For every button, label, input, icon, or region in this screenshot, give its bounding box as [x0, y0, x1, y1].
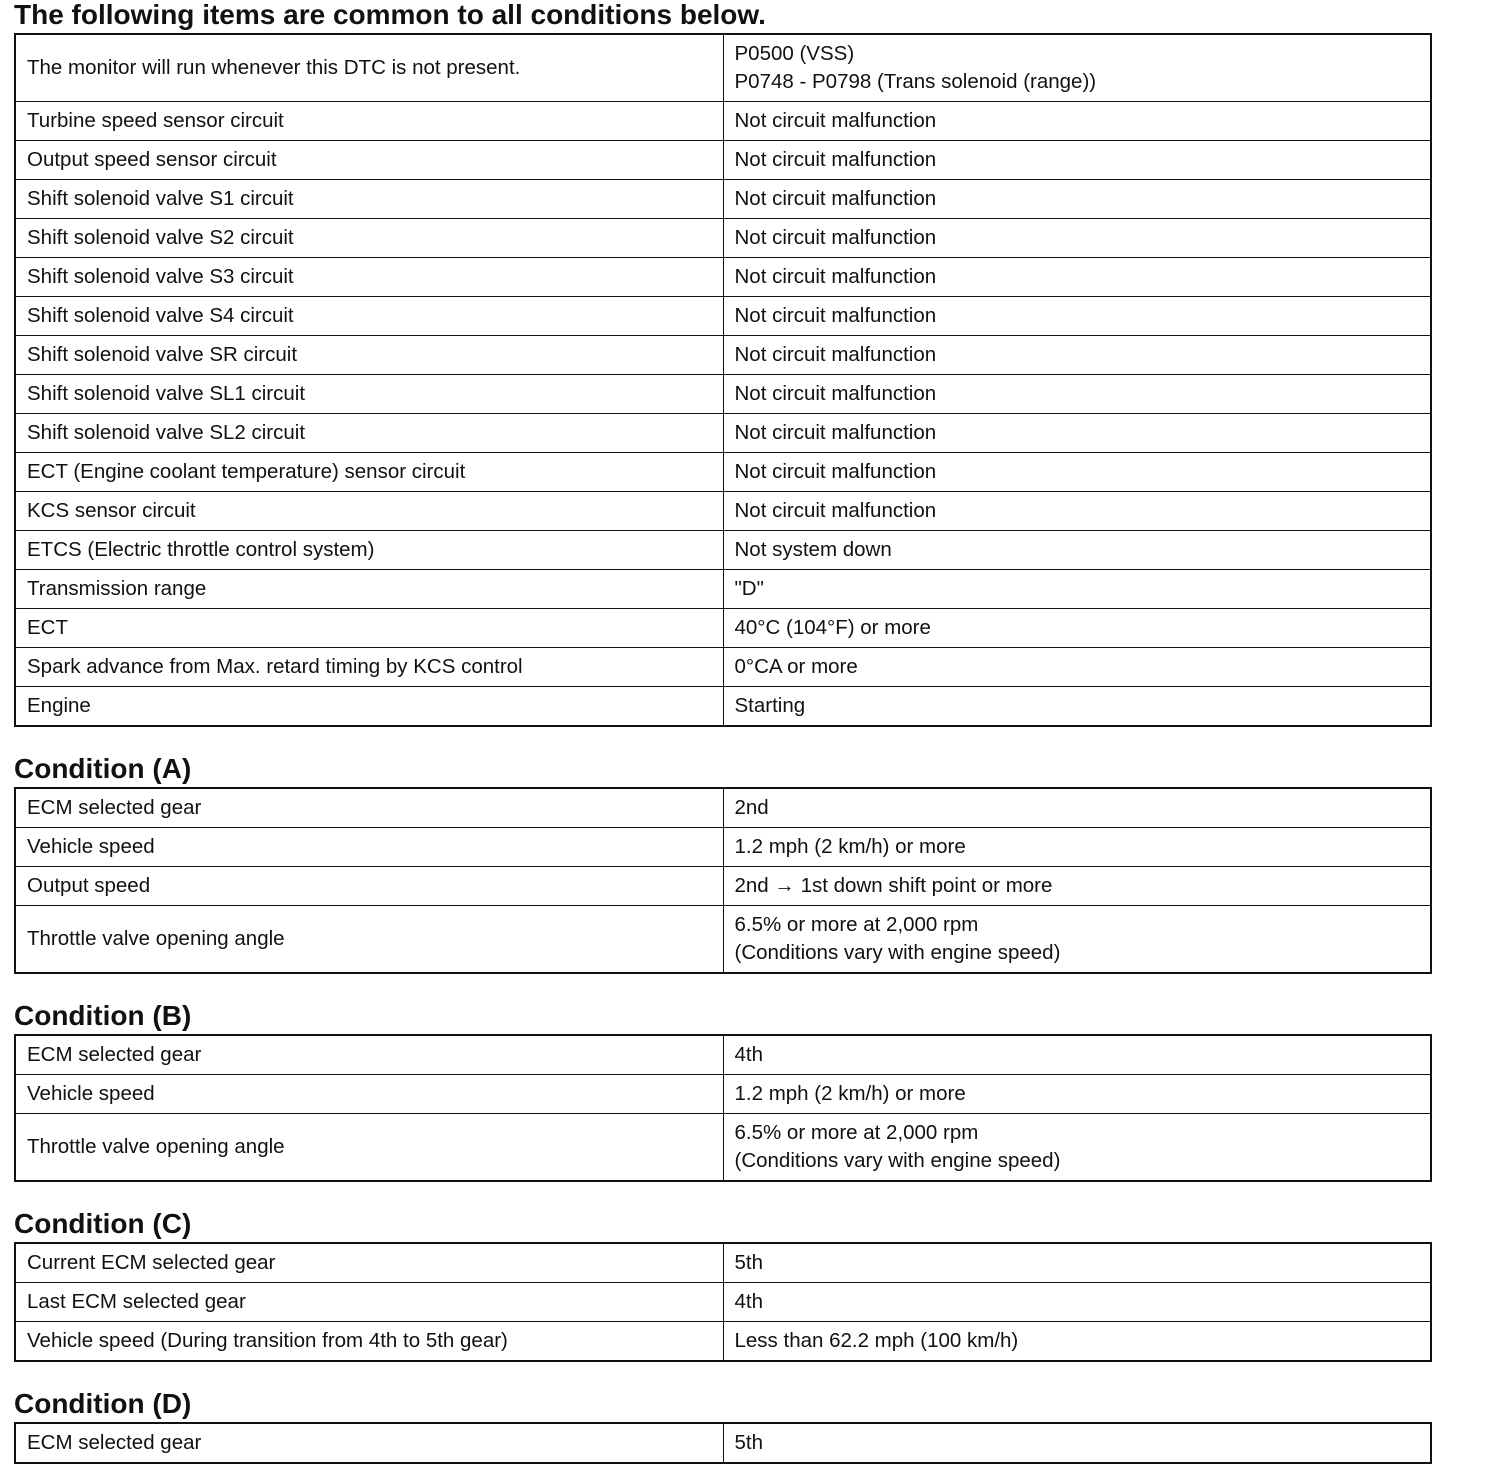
item-cell: Vehicle speed — [15, 1075, 723, 1114]
table-row — [15, 141, 1431, 180]
value-cell — [723, 297, 1431, 336]
table-row — [15, 906, 1431, 974]
value-line: Less than 62.2 mph (100 km/h) — [734, 1329, 1019, 1352]
value-cell — [723, 453, 1431, 492]
table-row — [15, 609, 1431, 648]
value-cell — [723, 609, 1431, 648]
value-line: 0°CA or more — [734, 655, 858, 678]
item-cell: Shift solenoid valve SL2 circuit — [15, 414, 723, 453]
value-line: "D" — [734, 577, 764, 600]
table-row — [15, 788, 1431, 828]
table-row — [15, 1283, 1431, 1322]
value-line: Not circuit malfunction — [734, 187, 937, 210]
table-row — [15, 1243, 1431, 1283]
value-line: Not circuit malfunction — [734, 499, 937, 522]
table-row — [15, 531, 1431, 570]
table-row — [15, 828, 1431, 867]
table-row — [15, 102, 1431, 141]
common-items-table — [14, 33, 1432, 727]
item-cell: Shift solenoid valve S2 circuit — [15, 219, 723, 258]
value-cell — [723, 102, 1431, 141]
item-cell: The monitor will run whenever this DTC is not present. — [15, 34, 723, 102]
value-line: 6.5% or more at 2,000 rpm — [734, 913, 979, 936]
table-row — [15, 492, 1431, 531]
item-cell: Vehicle speed — [15, 828, 723, 867]
item-cell: Last ECM selected gear — [15, 1283, 723, 1322]
item-cell: Current ECM selected gear — [15, 1243, 723, 1283]
item-cell: Transmission range — [15, 570, 723, 609]
value-line: Starting — [734, 694, 806, 717]
value-cell — [723, 492, 1431, 531]
item-cell: Output speed — [15, 867, 723, 906]
value-cell — [723, 788, 1431, 828]
value-cell — [723, 1283, 1431, 1322]
item-cell: Shift solenoid valve S1 circuit — [15, 180, 723, 219]
value-line: 2nd — [734, 796, 769, 819]
condition-table — [14, 1034, 1432, 1182]
table-row — [15, 1075, 1431, 1114]
value-line: 1.2 mph (2 km/h) or more — [734, 1082, 966, 1105]
value-line: 5th — [734, 1251, 763, 1274]
value-cell — [723, 828, 1431, 867]
condition-heading: Condition (D) — [14, 1388, 192, 1419]
item-cell: Shift solenoid valve S3 circuit — [15, 258, 723, 297]
item-cell: ECT (Engine coolant temperature) sensor circuit — [15, 453, 723, 492]
value-cell — [723, 1243, 1431, 1283]
condition-heading: Condition (C) — [14, 1208, 192, 1239]
table-row — [15, 570, 1431, 609]
value-cell — [723, 1035, 1431, 1075]
value-cell — [723, 375, 1431, 414]
value-line: Not system down — [734, 538, 892, 561]
table-row — [15, 180, 1431, 219]
value-cell — [723, 531, 1431, 570]
table-row — [15, 687, 1431, 727]
value-cell — [723, 180, 1431, 219]
item-cell: Spark advance from Max. retard timing by KCS control — [15, 648, 723, 687]
value-line: 40°C (104°F) or more — [734, 616, 931, 639]
value-cell — [723, 336, 1431, 375]
table-row — [15, 34, 1431, 102]
item-cell: Shift solenoid valve S4 circuit — [15, 297, 723, 336]
value-cell — [723, 258, 1431, 297]
value-cell — [723, 1423, 1431, 1463]
document — [14, 0, 1430, 1464]
value-cell — [723, 648, 1431, 687]
value-cell — [723, 219, 1431, 258]
value-line: Not circuit malfunction — [734, 265, 937, 288]
item-cell: Throttle valve opening angle — [15, 1114, 723, 1182]
value-cell — [723, 906, 1431, 974]
condition-table — [14, 1242, 1432, 1362]
item-cell: Engine — [15, 687, 723, 727]
value-line: Not circuit malfunction — [734, 109, 937, 132]
value-cell — [723, 1114, 1431, 1182]
value-cell — [723, 1075, 1431, 1114]
table-row — [15, 648, 1431, 687]
item-cell: Output speed sensor circuit — [15, 141, 723, 180]
table-row — [15, 375, 1431, 414]
item-cell: KCS sensor circuit — [15, 492, 723, 531]
value-line: (Conditions vary with engine speed) — [734, 941, 1061, 964]
item-cell: ECT — [15, 609, 723, 648]
table-row — [15, 219, 1431, 258]
item-cell: Vehicle speed (During transition from 4th to 5th gear) — [15, 1322, 723, 1362]
table-row — [15, 336, 1431, 375]
value-line: Not circuit malfunction — [734, 148, 937, 171]
item-cell: Shift solenoid valve SR circuit — [15, 336, 723, 375]
value-cell — [723, 414, 1431, 453]
condition-table — [14, 1422, 1432, 1464]
item-cell: ECM selected gear — [15, 1035, 723, 1075]
value-line: Not circuit malfunction — [734, 343, 937, 366]
table-row — [15, 414, 1431, 453]
table-row — [15, 1114, 1431, 1182]
item-cell: Turbine speed sensor circuit — [15, 102, 723, 141]
condition-heading: Condition (B) — [14, 1000, 192, 1031]
value-cell — [723, 34, 1431, 102]
value-cell — [723, 867, 1431, 906]
value-line: 6.5% or more at 2,000 rpm — [734, 1121, 979, 1144]
value-line: 2nd → 1st down shift point or more — [734, 874, 1053, 897]
value-cell — [723, 687, 1431, 727]
value-cell — [723, 1322, 1431, 1362]
value-cell — [723, 570, 1431, 609]
item-cell: Shift solenoid valve SL1 circuit — [15, 375, 723, 414]
table-row — [15, 453, 1431, 492]
value-line: P0500 (VSS) — [734, 42, 855, 65]
value-line: Not circuit malfunction — [734, 226, 937, 249]
common-items-heading: The following items are common to all conditions below. — [14, 0, 766, 30]
value-line: (Conditions vary with engine speed) — [734, 1149, 1061, 1172]
condition-heading: Condition (A) — [14, 753, 192, 784]
item-cell: ECM selected gear — [15, 1423, 723, 1463]
table-row — [15, 1423, 1431, 1463]
table-row — [15, 1322, 1431, 1362]
table-row — [15, 1035, 1431, 1075]
table-row — [15, 258, 1431, 297]
value-line: 4th — [734, 1043, 763, 1066]
value-line: Not circuit malfunction — [734, 304, 937, 327]
item-cell: ETCS (Electric throttle control system) — [15, 531, 723, 570]
value-line: 5th — [734, 1431, 763, 1454]
table-row — [15, 867, 1431, 906]
value-line: Not circuit malfunction — [734, 460, 937, 483]
item-cell: Throttle valve opening angle — [15, 906, 723, 974]
value-cell — [723, 141, 1431, 180]
table-row — [15, 297, 1431, 336]
value-line: 4th — [734, 1290, 763, 1313]
value-line: P0748 - P0798 (Trans solenoid (range)) — [734, 70, 1097, 93]
condition-table — [14, 787, 1432, 974]
item-cell: ECM selected gear — [15, 788, 723, 828]
value-line: 1.2 mph (2 km/h) or more — [734, 835, 966, 858]
value-line: Not circuit malfunction — [734, 421, 937, 444]
value-line: Not circuit malfunction — [734, 382, 937, 405]
